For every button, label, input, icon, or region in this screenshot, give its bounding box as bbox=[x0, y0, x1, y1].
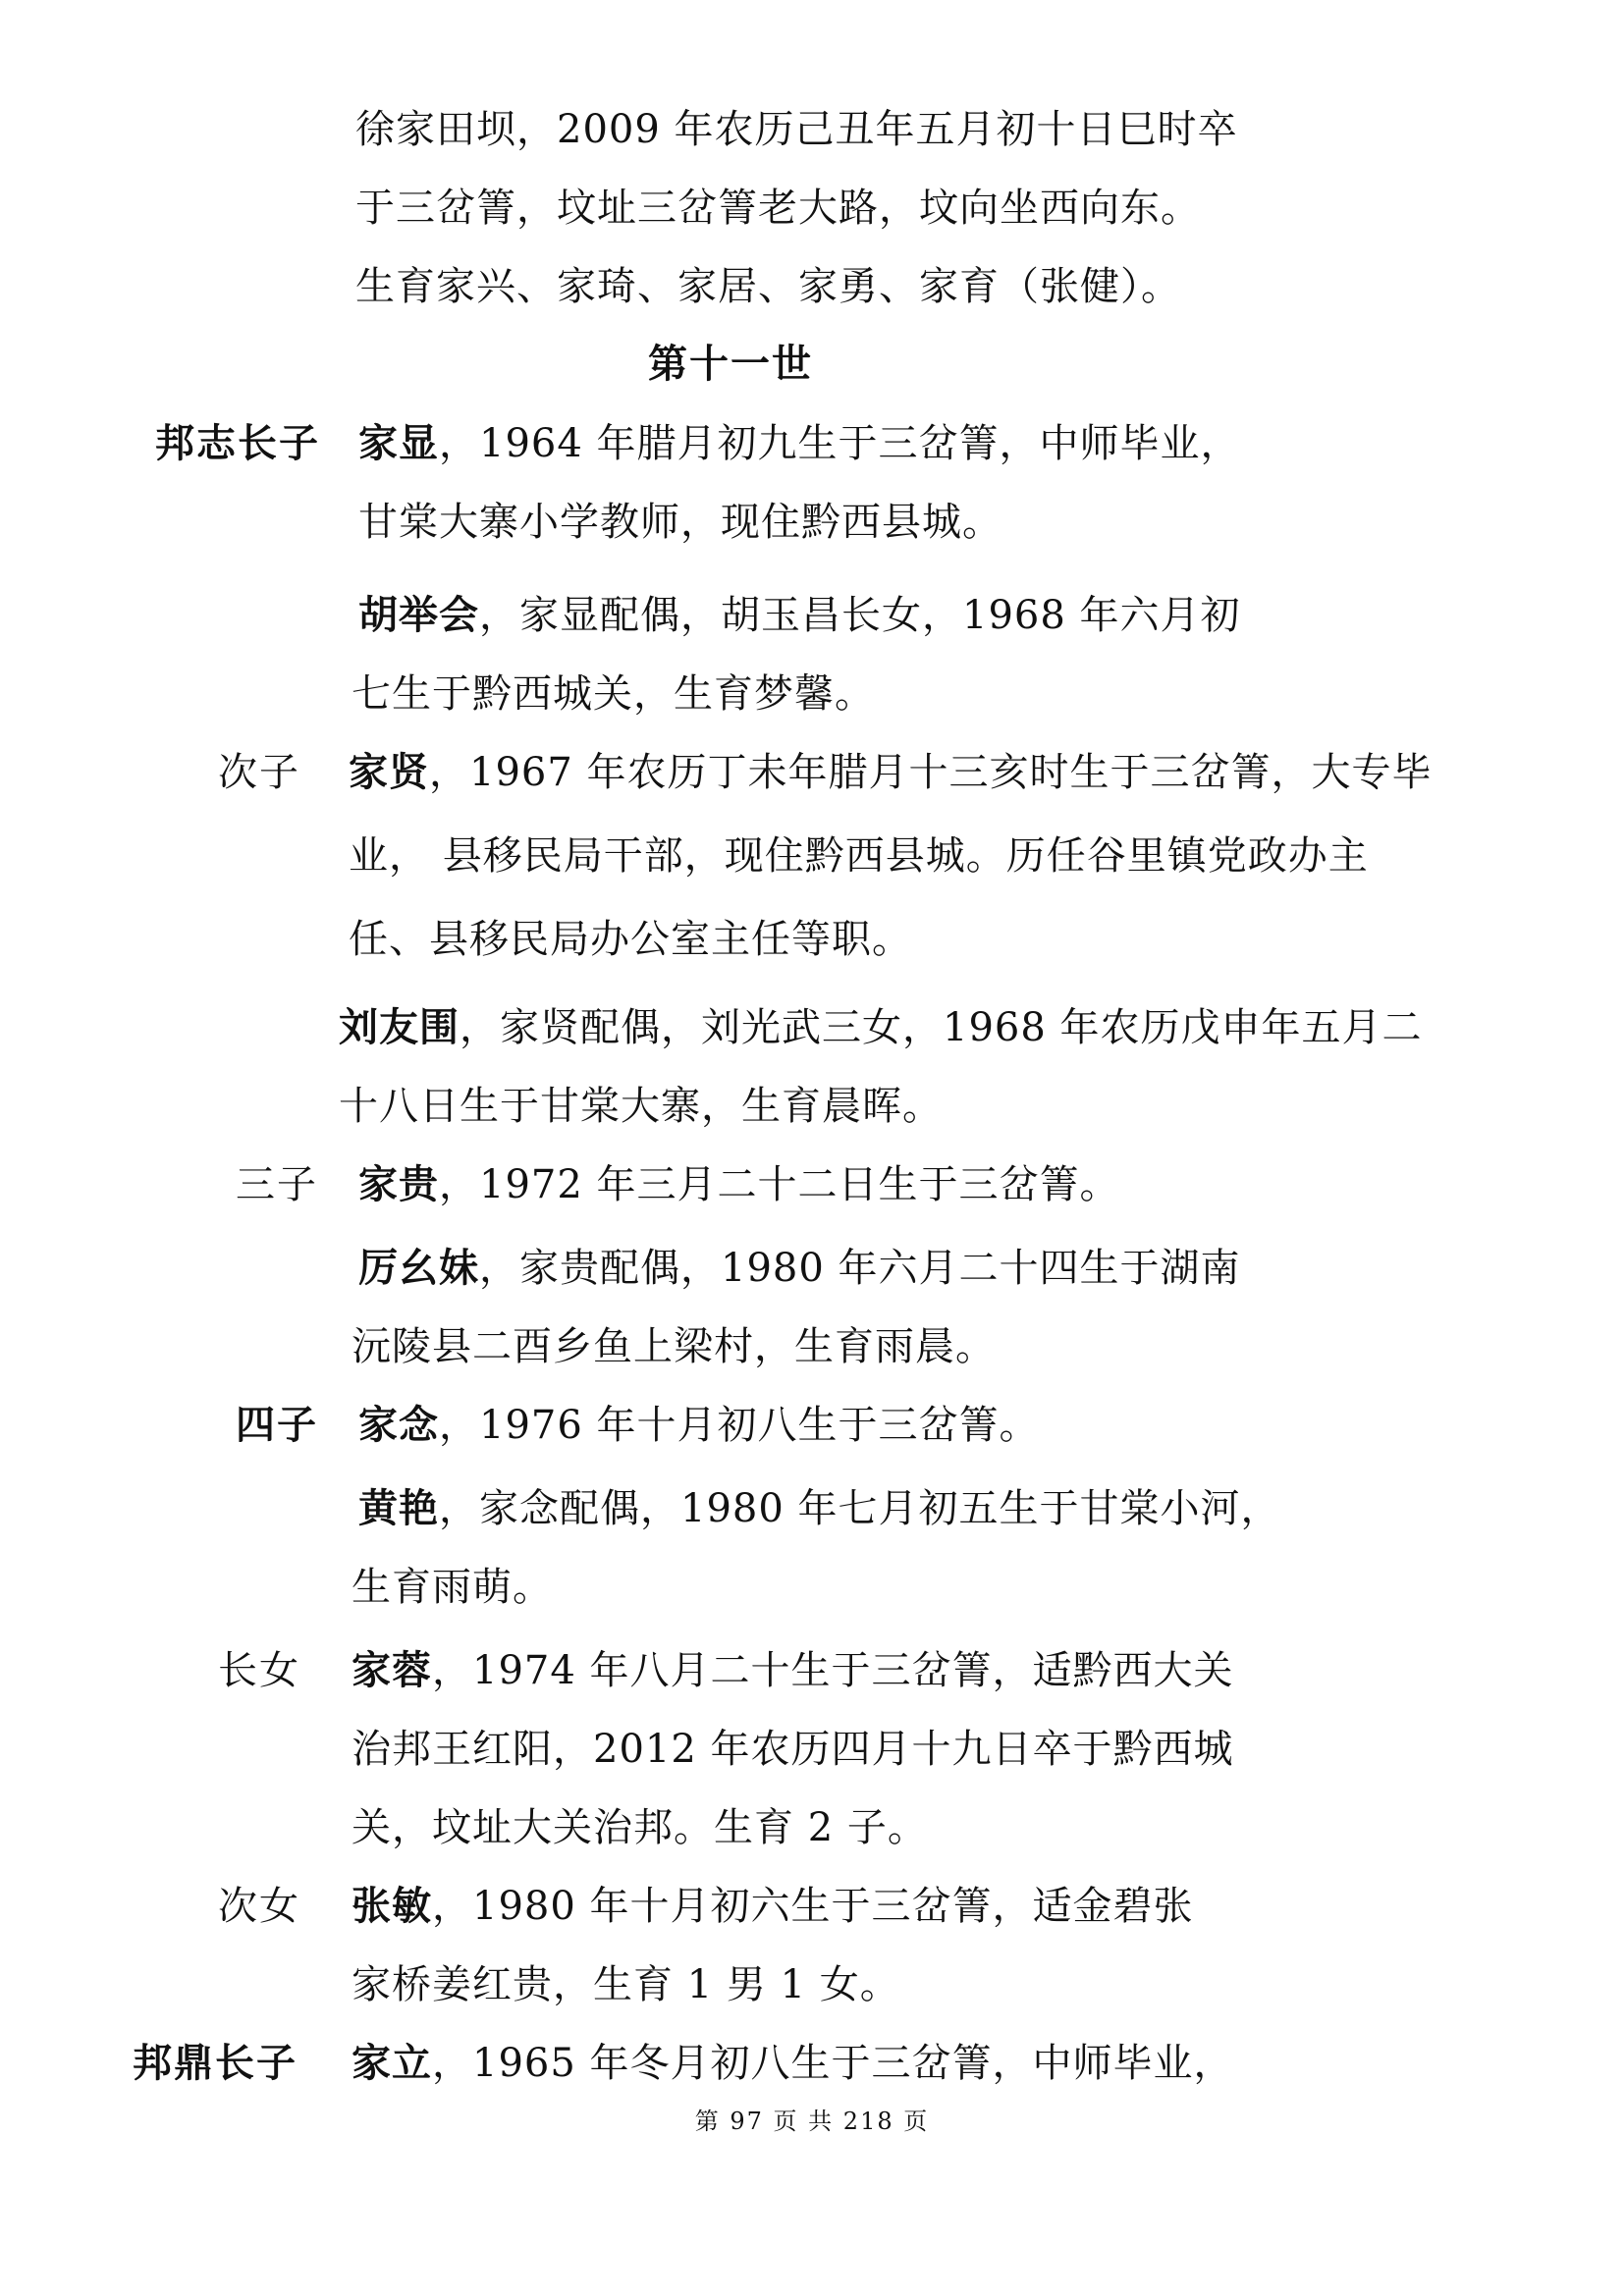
entry-label: 四子 bbox=[236, 1403, 318, 1448]
spouse-name: 厉幺妹 bbox=[358, 1246, 479, 1291]
entry-label: 长女 bbox=[218, 1648, 300, 1693]
spouse-line: 黄艳，家念配偶，1980 年七月初五生于甘棠小河， bbox=[358, 1486, 1281, 1531]
generation-heading: 第十一世 bbox=[648, 342, 813, 387]
entry-name: 家念 bbox=[358, 1403, 439, 1448]
entry-line: 家立，1965 年冬月初八生于三岔箐，中师毕业， bbox=[352, 2041, 1234, 2086]
entry-label: 三子 bbox=[236, 1162, 318, 1207]
entry-name: 家显 bbox=[358, 421, 439, 466]
intro-line-1: 徐家田坝，2009 年农历己丑年五月初十日巳时卒 bbox=[355, 107, 1238, 152]
entry-name: 家贤 bbox=[349, 750, 429, 795]
entry-line: 家桥姜红贵，生育 1 男 1 女。 bbox=[352, 1962, 900, 2007]
entry-line: 家贤，1967 年农历丁未年腊月十三亥时生于三岔箐，大专毕 bbox=[349, 750, 1433, 795]
spouse-name: 胡举会 bbox=[358, 593, 479, 638]
entry-line: 家贵，1972 年三月二十二日生于三岔箐。 bbox=[358, 1162, 1120, 1207]
spouse-line: 生育雨萌。 bbox=[352, 1565, 553, 1610]
page-footer: 第 97 页 共 218 页 bbox=[694, 2108, 930, 2135]
entry-label: 次女 bbox=[218, 1884, 300, 1929]
entry-name: 家贵 bbox=[358, 1162, 439, 1207]
entry-line: 任、县移民局办公室主任等职。 bbox=[349, 917, 912, 962]
entry-name: 家立 bbox=[352, 2041, 432, 2086]
entry-name: 家蓉 bbox=[352, 1648, 432, 1693]
spouse-name: 黄艳 bbox=[358, 1486, 439, 1531]
entry-line: 甘棠大寨小学教师，现住黔西县城。 bbox=[358, 500, 1002, 545]
entry-label: 邦鼎长子 bbox=[133, 2041, 298, 2086]
spouse-line: 七生于黔西城关，生育梦馨。 bbox=[352, 671, 875, 717]
spouse-line: 十八日生于甘棠大寨，生育晨晖。 bbox=[339, 1084, 943, 1129]
intro-line-3: 生育家兴、家琦、家居、家勇、家育（张健）。 bbox=[355, 264, 1181, 309]
entry-line: 张敏，1980 年十月初六生于三岔箐，适金碧张 bbox=[352, 1884, 1194, 1929]
spouse-line: 胡举会，家显配偶，胡玉昌长女，1968 年六月初 bbox=[358, 593, 1241, 638]
spouse-line: 厉幺妹，家贵配偶，1980 年六月二十四生于湖南 bbox=[358, 1246, 1241, 1291]
entry-label: 次子 bbox=[218, 750, 300, 795]
entry-label: 邦志长子 bbox=[155, 421, 320, 466]
spouse-line: 沅陵县二酉乡鱼上梁村，生育雨晨。 bbox=[352, 1324, 996, 1369]
entry-line: 治邦王红阳，2012 年农历四月十九日卒于黔西城 bbox=[352, 1727, 1234, 1772]
spouse-line: 刘友围，家贤配偶，刘光武三女，1968 年农历戊申年五月二 bbox=[339, 1005, 1423, 1050]
intro-line-2: 于三岔箐，坟址三岔箐老大路，坟向坐西向东。 bbox=[355, 186, 1201, 231]
entry-line: 家念，1976 年十月初八生于三岔箐。 bbox=[358, 1403, 1040, 1448]
entry-line: 家显，1964 年腊月初九生于三岔箐，中师毕业， bbox=[358, 421, 1241, 466]
entry-name: 张敏 bbox=[352, 1884, 432, 1929]
entry-line: 业， 县移民局干部，现住黔西县城。历任谷里镇党政办主 bbox=[349, 833, 1369, 879]
entry-line: 关，坟址大关治邦。生育 2 子。 bbox=[352, 1805, 928, 1850]
entry-line: 家蓉，1974 年八月二十生于三岔箐，适黔西大关 bbox=[352, 1648, 1234, 1693]
spouse-name: 刘友围 bbox=[339, 1005, 460, 1050]
